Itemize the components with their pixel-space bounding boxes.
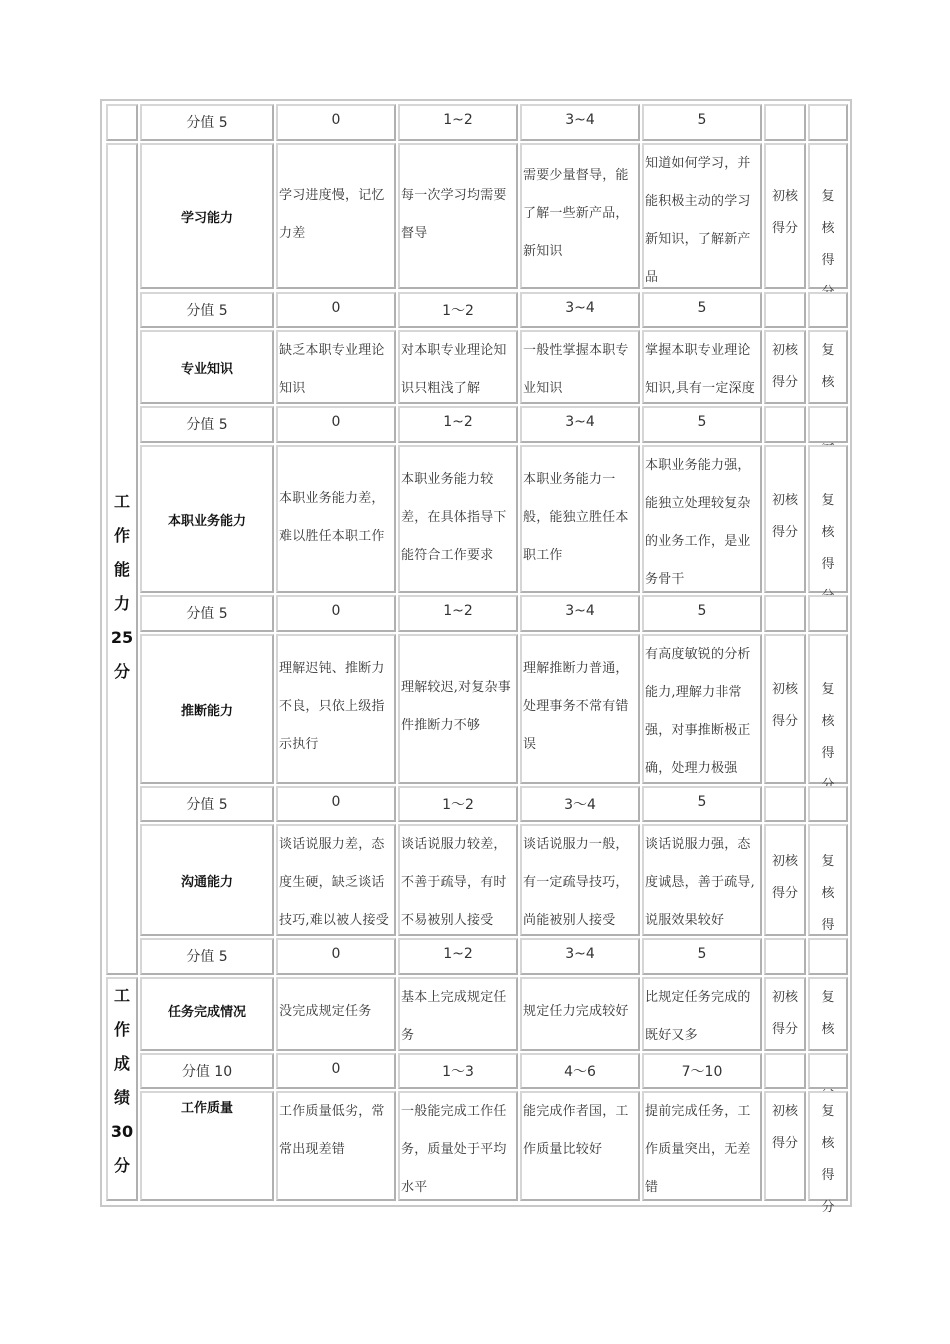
score-level: 1~2 <box>398 595 518 632</box>
item-desc: 需要少量督导，能了解一些新产品，新知识 <box>520 143 640 289</box>
score-level: 0 <box>276 595 396 632</box>
score-level: 7～10 <box>642 1053 762 1089</box>
score-level: 0 <box>276 292 396 328</box>
score-label: 分值 5 <box>140 938 274 975</box>
item-desc: 比规定任务完成的既好又多 <box>642 977 762 1051</box>
score-label: 分值 5 <box>140 292 274 328</box>
review-score-label: 复核得 <box>808 143 848 289</box>
initial-score-cell <box>764 786 806 822</box>
item-desc: 理解迟钝、推断力不良，只依上级指示执行 <box>276 634 396 784</box>
score-label: 分值 5 <box>140 786 274 822</box>
review-score-cell <box>808 104 848 141</box>
score-level: 5 <box>642 938 762 975</box>
initial-score-label: 初核得分 <box>764 1091 806 1201</box>
initial-score-cell <box>764 938 806 975</box>
initial-score-cell <box>764 406 806 443</box>
item-desc: 每一次学习均需要督导 <box>398 143 518 289</box>
review-score-cell <box>808 292 848 328</box>
review-score-label: 复核 <box>808 330 848 404</box>
item-desc: 本职业务能力一般，能独立胜任本职工作 <box>520 445 640 593</box>
item-name-task-completion: 任务完成情况 <box>140 977 274 1051</box>
item-desc: 谈话说服力较差，不善于疏导，有时不易被别人接受 <box>398 824 518 936</box>
category-work-performance: 工作 成绩 30 分 <box>106 977 138 1201</box>
score-level: 3~4 <box>520 292 640 328</box>
review-score-label: 复核得 <box>808 445 848 593</box>
score-level: 1～3 <box>398 1053 518 1089</box>
review-score-label: 复核得分 <box>808 1091 848 1201</box>
initial-score-label: 初核得分 <box>764 143 806 289</box>
score-level: 0 <box>276 1053 396 1089</box>
initial-score-label: 初核得分 <box>764 977 806 1051</box>
review-score-label: 复核 <box>808 977 848 1051</box>
item-desc: 提前完成任务，工作质量突出，无差错 <box>642 1091 762 1201</box>
review-score-cell <box>808 1053 848 1089</box>
review-score-label: 复核得 <box>808 634 848 784</box>
item-desc: 没完成规定任务 <box>276 977 396 1051</box>
score-level: 5 <box>642 786 762 822</box>
score-level-0: 0 <box>276 104 396 141</box>
item-desc: 谈话说服力一般，有一定疏导技巧，尚能被别人接受 <box>520 824 640 936</box>
item-desc: 学习进度慢，记忆力差 <box>276 143 396 289</box>
review-score-cell <box>808 938 848 975</box>
initial-score-label: 初核得分 <box>764 445 806 593</box>
category-work-ability: 工作 能力 25 分 <box>106 143 138 975</box>
score-level-1: 1~2 <box>398 104 518 141</box>
item-desc: 对本职专业理论知识只粗浅了解 <box>398 330 518 404</box>
score-level: 5 <box>642 292 762 328</box>
item-desc: 理解较迟,对复杂事件推断力不够 <box>398 634 518 784</box>
item-name-judgment: 推断能力 <box>140 634 274 784</box>
score-level: 3～4 <box>520 786 640 822</box>
item-desc: 一般性掌握本职专业知识 <box>520 330 640 404</box>
score-level: 3~4 <box>520 938 640 975</box>
initial-score-label: 初核得分 <box>764 824 806 936</box>
item-desc: 掌握本职专业理论知识,具有一定深度 <box>642 330 762 404</box>
item-desc: 谈话说服力差，态度生硬，缺乏谈话技巧,难以被人接受 <box>276 824 396 936</box>
score-level: 3~4 <box>520 595 640 632</box>
item-desc: 规定任力完成较好 <box>520 977 640 1051</box>
review-score-label: 复核得 <box>808 824 848 936</box>
item-desc: 本职业务能力强，能独立处理较复杂的业务工作，是业务骨干 <box>642 445 762 593</box>
item-desc: 一般能完成工作任务，质量处于平均水平 <box>398 1091 518 1201</box>
evaluation-table <box>100 99 852 1215</box>
initial-score-cell <box>764 595 806 632</box>
item-desc: 有高度敏锐的分析能力,理解力非常强，对事推断极正确，处理力极强 <box>642 634 762 784</box>
item-desc: 基本上完成规定任务 <box>398 977 518 1051</box>
score-level-3: 5 <box>642 104 762 141</box>
score-label: 分值 5 <box>140 595 274 632</box>
item-desc: 缺乏本职专业理论知识 <box>276 330 396 404</box>
score-level: 0 <box>276 406 396 443</box>
item-desc: 能完成作者国，工作质量比较好 <box>520 1091 640 1201</box>
initial-score-cell <box>764 292 806 328</box>
review-score-cell <box>808 595 848 632</box>
score-level: 1～2 <box>398 292 518 328</box>
item-desc: 谈话说服力强，态度诚恳，善于疏导,说服效果较好 <box>642 824 762 936</box>
initial-score-cell <box>764 104 806 141</box>
initial-score-cell <box>764 1053 806 1089</box>
score-level: 0 <box>276 786 396 822</box>
category-cell-empty <box>106 104 138 141</box>
item-desc: 知道如何学习，并能积极主动的学习新知识，了解新产品 <box>642 143 762 289</box>
score-level: 5 <box>642 406 762 443</box>
item-name-work-quality: 工作质量 <box>140 1091 274 1201</box>
score-label: 分值 5 <box>140 406 274 443</box>
item-desc: 理解推断力普通，处理事务不常有错误 <box>520 634 640 784</box>
item-name-communication: 沟通能力 <box>140 824 274 936</box>
score-level-2: 3~4 <box>520 104 640 141</box>
score-level: 5 <box>642 595 762 632</box>
initial-score-label: 初核得分 <box>764 330 806 404</box>
score-label: 分值 10 <box>140 1053 274 1089</box>
score-label: 分值 5 <box>140 104 274 141</box>
item-name-professional-knowledge: 专业知识 <box>140 330 274 404</box>
item-name-business-ability: 本职业务能力 <box>140 445 274 593</box>
score-level: 0 <box>276 938 396 975</box>
score-level: 1～2 <box>398 786 518 822</box>
item-desc: 本职业务能力较差，在具体指导下能符合工作要求 <box>398 445 518 593</box>
score-level: 3~4 <box>520 406 640 443</box>
initial-score-label: 初核得分 <box>764 634 806 784</box>
score-level: 1~2 <box>398 406 518 443</box>
item-name-learning: 学习能力 <box>140 143 274 289</box>
item-desc: 工作质量低劣，常常出现差错 <box>276 1091 396 1201</box>
score-level: 1~2 <box>398 938 518 975</box>
review-score-cell <box>808 406 848 443</box>
item-desc: 本职业务能力差，难以胜任本职工作 <box>276 445 396 593</box>
review-score-cell <box>808 786 848 822</box>
score-level: 4～6 <box>520 1053 640 1089</box>
